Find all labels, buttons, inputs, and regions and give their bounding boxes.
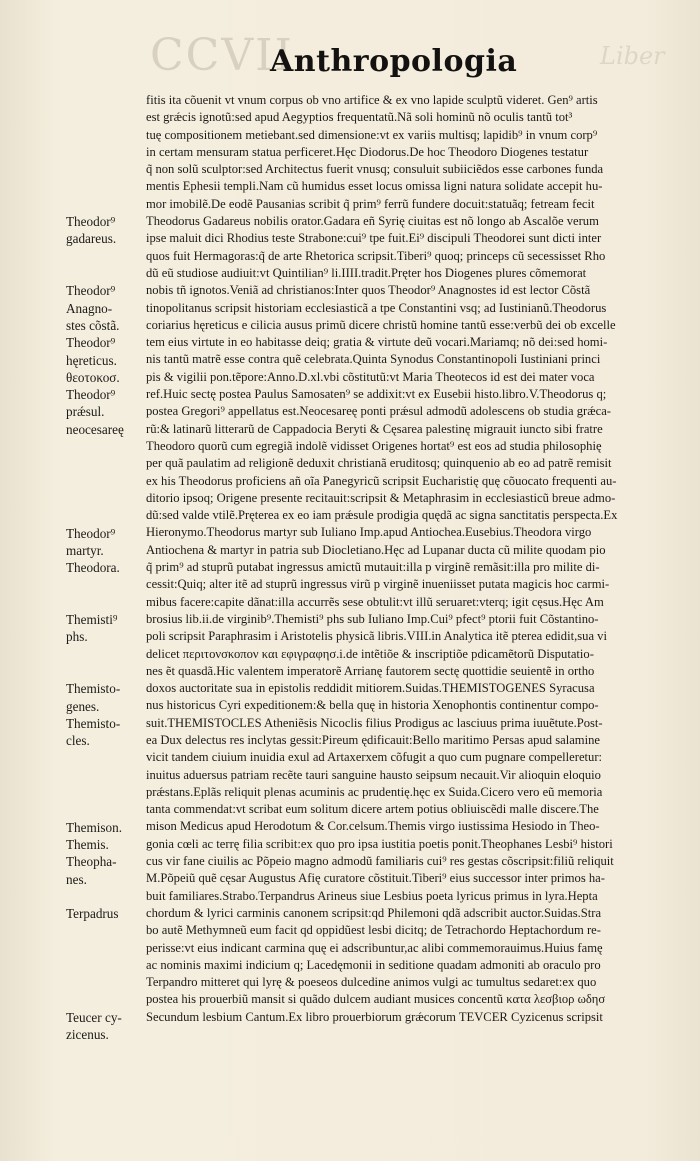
text-line: q̃ non solũ sculptor:sed Architectus fuerit vnusq; consuluit subiiciẽdos esse carbones funda	[146, 162, 604, 177]
margin-note: Themisti⁹	[66, 612, 118, 627]
text-line: ex his Theodorus proficiens añ oĩa Panegyricũ scripsit Eucharistię quę cõuocato frequenti au-	[146, 473, 617, 488]
text-line: bo autẽ Methymneũ eum facit qd oppidũest lesbi dicitq; de Tetrachordo Heptachordum re-	[146, 923, 601, 938]
text-line: in certam mensuram statua perficeret.Hęc Diodorus.De hoc Theodoro Diogenes testatur	[146, 144, 589, 159]
text-line: delicet περιτονσκοπον και εφιγραφησ.i.de intẽtiõe & inscriptiõe pdicamẽtorũ Disputatio-	[146, 646, 594, 661]
text-line: cus vir fane ciuilis ac Põpeio magno admodũ familiaris cui⁹ res gestas cõscripsit:filiũ reliquit	[146, 854, 614, 869]
margin-note: cles.	[66, 733, 90, 749]
text-line: per quã paulatim ad religionẽ deduxit christianã eruditosq; quinquenio ab eo ad patrẽ remisit	[146, 456, 612, 471]
bleed-through-running-head: Liber	[600, 42, 665, 70]
text-line: tuę compositionem metiebant.sed dimensione:vt ex variis multisq; lapidib⁹ in vnum corp⁹	[146, 127, 598, 142]
text-line: Antiochena & martyr in patria sub Diocletiano.Hęc ad Lupanar ducta cũ milite quodam pio	[146, 542, 606, 557]
text-line: q̃ prim⁹ ad stuprũ putabat ingressus amictũ mutauit:illa p virginẽ remãsit:illa pro milite di-	[146, 560, 600, 575]
margin-note: Themisto-	[66, 715, 121, 731]
text-line: chordum & lyrici carminis canonem scripsit:qd Philemoni qdã adscribit auctor.Suidas.Stra	[146, 905, 602, 920]
margin-note: stes cõstã.	[66, 317, 120, 333]
text-line: prǽstans.Eplãs reliquit plenas acuminis ac prudentię.hęc ex Suida.Cicero vero eũ memoria	[146, 784, 603, 799]
text-line: mibus facere:capite dãnat:illa accurrẽs sese obtulit:vt illũ seruaret:vterq; igit cęsus.Hęc Am	[146, 594, 604, 609]
text-line: mor imobilẽ.De eodẽ Pausanias scribit q̃ prim⁹ ferrũ fundere docuit:statuãq; fetream fecit	[146, 196, 595, 211]
text-line: perisse:vt eius indicant carmina quę ei adscribuntur,ac alibi commemorauimus.Huius famę	[146, 940, 603, 955]
text-line: tem eius virtute in eo habitasse deiq; gratia & virtute deũ vocari.Mariamq; nõ dei:sed homi-	[146, 335, 608, 350]
margin-note: zicenus.	[66, 1027, 109, 1043]
margin-note: Theodor⁹	[66, 335, 116, 351]
margin-note: martyr.	[66, 542, 104, 558]
margin-note: Themis.	[66, 836, 109, 852]
text-line: Terpandro mitteret qui lyrę & poeseos dulcedine animos vulgi ac tumultus sedaret:ex quo	[146, 975, 597, 990]
margin-note: Themisto-	[66, 681, 121, 697]
margin-note: gadareus.	[66, 231, 117, 247]
text-line: nis tantũ matrẽ esse contra quẽ celebrata.Quinta Synodus Constantinopoli Iustiniani princi	[146, 352, 601, 367]
text-line: rũ:& latinarũ litterarũ de Cappadocia Beryti & Cęsarea palestinę migrauit iuncto sibi fratre	[146, 421, 603, 436]
text-line: mentis Ephesii templi.Nam cũ humidus esset locus omissa ligni natura solidate accepit hu-	[146, 179, 603, 194]
margin-note: neocesareę	[66, 421, 124, 437]
text-line: postea Gregori⁹ appellatus est.Neocesareę ponti prǽsul admodũ adolescens ob studia grǽca-	[146, 404, 611, 419]
margin-note: hęreticus.	[66, 352, 117, 368]
text-line: nes ẽt quasdã.Hic valentem imperatorẽ Arrianę fautorem sectę quottidie seuientẽ in ortho	[146, 663, 595, 678]
text-line: doxos auctoritate sua in epistolis reddidit mitiorem.Suidas.THEMISTOGENES Syracusa	[146, 681, 595, 696]
margin-note: genes.	[66, 698, 100, 714]
margin-note: Theodor⁹	[66, 525, 116, 541]
margin-note: Theodor⁹	[66, 214, 116, 230]
text-line: poli scripsit Paraphrasim i Aristotelis physicã libris.VIII.in Analytica itẽ pterea edidit,sua vi	[146, 629, 607, 644]
text-line: quos fuit Hermagoras:q̃ de arte Rhetorica scripsit.Tiberi⁹ quoq; princeps cũ secessisset Rho	[146, 248, 606, 263]
text-line: suit.THEMISTOCLES Atheniẽsis Nicoclis filius Prodigus ac lasciuus prima iuuẽtute.Post-	[146, 715, 603, 730]
margin-note: Teucer cy-	[66, 1009, 122, 1025]
text-line: mison Medicus apud Herodotum & Cor.celsum.Themis virgo iustissima Hesiodo in Theo-	[146, 819, 600, 834]
text-line: ea Dux delectus res inclytas gessit:Pireum ędificauit:Bello maritimo Persas apud salamine	[146, 732, 600, 747]
text-line: cessit:Quiq; alter itẽ ad stuprũ ingressus virũ p virginẽ inueniisset putata magicis hoc carmi-	[146, 577, 610, 592]
text-line: nus historicus Cyri expeditionem:& bella quę in historia Xenophontis continentur compo-	[146, 698, 599, 713]
text-line: gonia cœli ac terrę filia scribit:ex quo pro ipsa iustitia poetis ponit.Theophanes Lesbi⁹ histori	[146, 836, 613, 851]
text-line: Hieronymo.Theodorus martyr sub Iuliano Imp.apud Antiochea.Eusebius.Theodora virgo	[146, 525, 592, 540]
text-line: pis & vigilii pon.tẽpore:Anno.D.xl.vbi cõstitutũ:vt Maria Theotecos id est dei mater voca	[146, 369, 595, 384]
text-line: vicit tandem ciuium inuidia exul ad Artaxerxem cõfugit a quo cum pugnare compelleretur:	[146, 750, 603, 765]
text-line: ditorio ipsoq; Origene presente recitauit:scripsit & Metaphrasim in ecclesiasticũ breue admo-	[146, 490, 616, 505]
text-line: tanta commendat:vt scribat eum solitum dicere artem potius obliuiscẽdi malle discere.The	[146, 802, 599, 817]
bleed-through-folio: CCVII	[150, 30, 294, 81]
text-line: brosius lib.ii.de virginib⁹.Themisti⁹ phs sub Iuliano Imp.Cui⁹ pfect⁹ ptorii fuit Cõstantino-	[146, 611, 599, 626]
text-line: ref.Huic sectę postea Paulus Samosaten⁹ se addixit:vt ex Eusebii histo.libro.V.Theodorus q;	[146, 387, 607, 402]
margin-note: nes.	[66, 871, 87, 887]
text-line: nobis tñ ignotos.Veniã ad christianos:Inter quos Theodor⁹ Anagnostes id est lector Cõstã	[146, 283, 591, 298]
margin-note: Theodora.	[66, 560, 120, 576]
text-line: est grǽcis ignotũ:sed apud Aegyptios frequentatũ.Nã soli hominũ nõ oculis tantũ tot³	[146, 110, 573, 125]
margin-notes	[66, 92, 140, 1052]
text-line: inuitus aduersus patriam recẽte tauri sanguine hausto seipsum necauit.Vir alioquin eloquio	[146, 767, 601, 782]
margin-note: phs.	[66, 629, 88, 645]
margin-note: Theopha-	[66, 854, 117, 870]
margin-note: θεοτοκοσ.	[66, 369, 120, 385]
text-line: Theodoro quorũ cum egregiã indolẽ vidisset Origenes hortat⁹ est eos ad studia philosophię	[146, 438, 602, 453]
margin-note: Terpadrus	[66, 906, 119, 922]
running-head-title: Anthropologia	[270, 44, 518, 79]
text-line: dũ:sed valde vtilẽ.Pręterea ex eo iam prǽsule prodigia quędã ac signa sanctitatis perspecta.Ex	[146, 508, 618, 523]
margin-note: prǽsul.	[66, 404, 105, 420]
text-line: Secundum lesbium Cantum.Ex libro prouerbiorum grǽcorum TEVCER Cyzicenus scripsit	[146, 1009, 603, 1024]
text-line: buit familiares.Strabo.Terpandrus Arineus siue Lesbius poeta lyricus primus in lyra.Hepta	[146, 888, 598, 903]
text-line: M.Põpeiũ quẽ cęsar Augustus Afię curatore cõstituit.Tiberi⁹ eius successor inter primos ha-	[146, 871, 605, 886]
text-line: ac nominis maximi indicium q; Lacedęmonii in seditione quadam admoniti ab oraculo pro	[146, 957, 601, 972]
text-line: ipse maluit dici Rhodius teste Strabone:cui⁹ tpe fuit.Ei⁹ discipuli Theodorei sunt dicti inter	[146, 231, 602, 246]
margin-note: Theodor⁹	[66, 283, 116, 299]
text-line: tinopolitanus scripsit historiam ecclesiasticã a tpe Constantini vsq; ad Iustinianũ.Theodorus	[146, 300, 607, 315]
text-line: coriarius hęreticus e cilicia ausus primũ dicere christũ homine tantũ esse:verbũ dei ob excelle	[146, 317, 616, 332]
margin-note: Themison.	[66, 819, 123, 835]
text-line: Theodorus Gadareus nobilis orator.Gadara eñ Syrię ciuitas est nõ longo ab Ascalõe verum	[146, 214, 599, 229]
margin-note: Anagno-	[66, 300, 113, 316]
text-line: fitis ita cõuenit vt vnum corpus ob vno artifice & ex vno lapide sculptũ videret. Gen⁹ artis	[146, 93, 598, 107]
text-line: dũ eũ studiose audiuit:vt Quintilian⁹ li.IIII.tradit.Pręter hos Diogenes plures cõmemorat	[146, 265, 587, 280]
margin-note: Theodor⁹	[66, 387, 116, 403]
text-line: postea his prouerbiũ mansit si quãdo dulcem audiant musices concentũ κατα λεσβιορ ωδησ	[146, 992, 606, 1007]
body-text	[146, 92, 686, 1026]
